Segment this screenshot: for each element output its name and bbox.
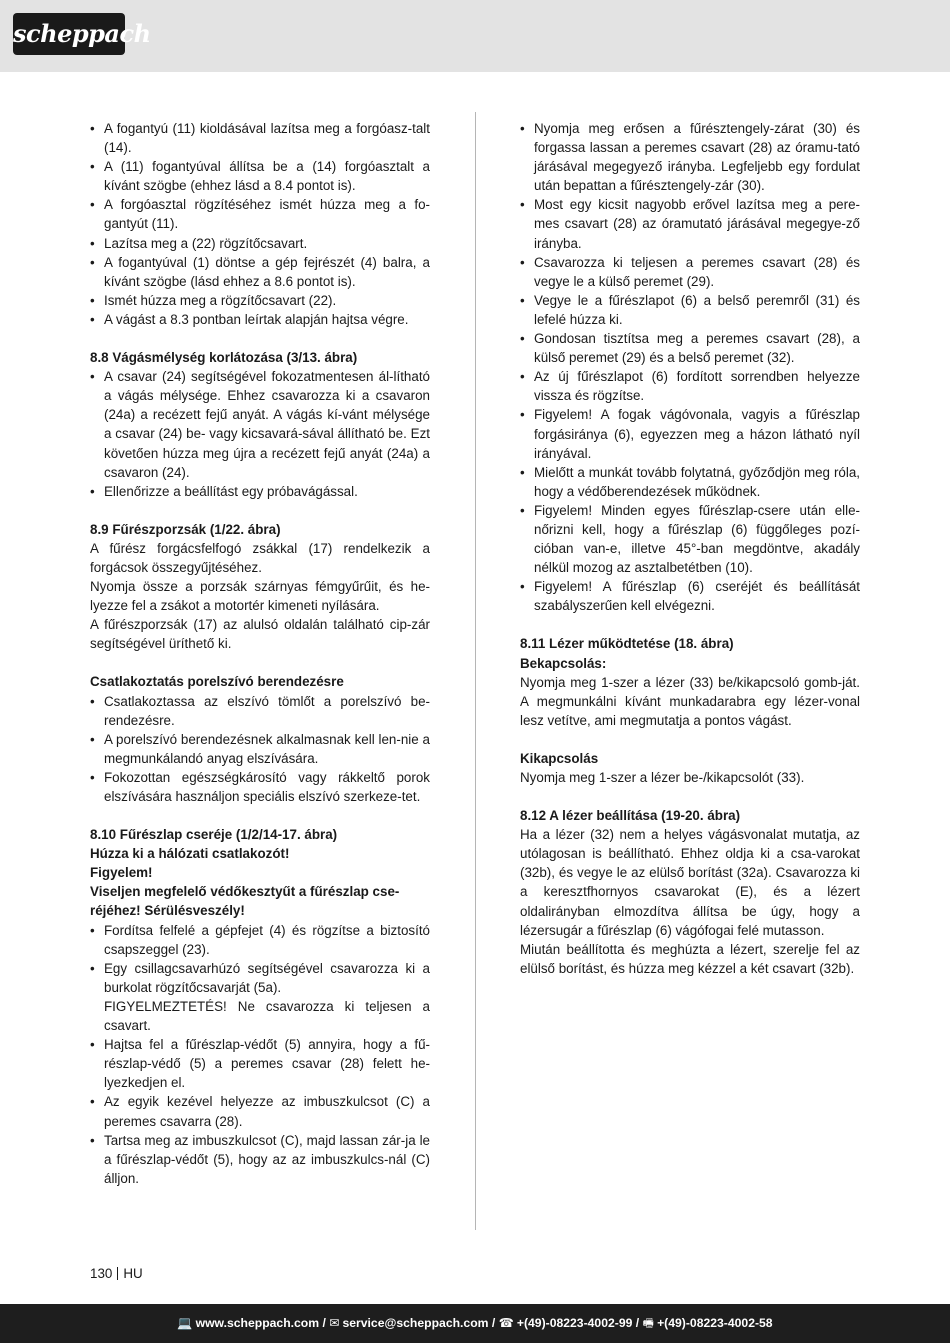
section-heading: 8.8 Vágásmélység korlátozása (3/13. ábra) [90, 350, 358, 366]
paragraph: Ha a lézer (32) nem a helyes vágásvonalat mutatja, az utólagosan is beállítható. Ehhez oldja ki a csa-varokat (32b), és vegye le az elülső borítást (32a). Csavarozza ki a keresztfhornyos csavarokat (E), és a lézert oldalirányban elmozdítva állítsa be úgy, hogy a lézersugár a fűrészlap (6) vágófogai felé mutasson. [520, 827, 860, 938]
mail-icon: ✉ [329, 1316, 340, 1330]
bullet-list [90, 921, 430, 1188]
section-heading: 8.12 A lézer beállítása (19-20. ábra) [520, 808, 741, 824]
section-heading: 8.10 Fűrészlap cseréje (1/2/14-17. ábra) [90, 827, 338, 843]
computer-icon: 💻 [177, 1316, 193, 1330]
phone-icon: ☎ [498, 1316, 514, 1330]
phone-number: +(49)-08223-4002-99 / [516, 1316, 640, 1330]
list-item: • Figyelem! A fogak vágóvonala, vagyis a fűrészlap forgásiránya (6), egyezzen meg a házon látható nyíl irányával. [520, 405, 860, 462]
warning-text: Húzza ki a hálózati csatlakozót! [90, 846, 290, 862]
page-number-block [90, 1265, 143, 1283]
paragraph: Miután beállította és meghúzta a lézert, szerelje fel az elülső borítást, és húzza meg kézzel a két csavart (32b). [520, 941, 860, 976]
warning-text: Figyelem! [90, 865, 153, 881]
list-item: • Lazítsa meg a (22) rögzítőcsavart. [90, 234, 430, 253]
bullet-list [90, 119, 430, 329]
section-heading: 8.11 Lézer működtetése (18. ábra) [520, 636, 734, 652]
contact-footer [0, 1304, 950, 1343]
paragraph: Nyomja meg 1-szer a lézer be-/kikapcsolót (33). [520, 770, 805, 785]
list-item: • Ismét húzza meg a rögzítőcsavart (22). [90, 291, 430, 310]
list-item: • Az új fűrészlapot (6) fordított sorrendben helyezze vissza és rögzítse. [520, 367, 860, 405]
website-link[interactable]: www.scheppach.com / [195, 1316, 326, 1330]
list-item: • Csavarozza ki teljesen a peremes csavart (28) és vegye le a külső peremet (29). [520, 253, 860, 291]
list-item: • A vágást a 8.3 pontban leírtak alapján hajtsa végre. [90, 310, 430, 329]
bullet-list [520, 119, 860, 615]
list-item: • A forgóasztal rögzítéséhez ismét húzza meg a fo-gantyút (11). [90, 195, 430, 233]
warning-text: Viseljen megfelelő védőkesztyűt a fűrészlap cse-réjéhez! Sérülésveszély! [90, 884, 400, 919]
list-item: • Figyelem! A fűrészlap (6) cseréjét és beállítását szabályszerűen kell elvégezni. [520, 577, 860, 615]
section-heading: 8.9 Fűrészporzsák (1/22. ábra) [90, 521, 281, 537]
list-item: • Hajtsa fel a fűrészlap-védőt (5) annyira, hogy a fű-részlap-védő (5) a peremes csavar (28) felett he-lyezkedjen el. [90, 1035, 430, 1092]
page-separator [117, 1267, 118, 1280]
list-item: • A fogantyúval (1) döntse a gép fejrészét (4) balra, a kívánt szögbe (lásd ehhez a 8.6 pontot is). [90, 253, 430, 291]
column-divider [475, 112, 476, 1230]
list-item: • Vegye le a fűrészlapot (6) a belső peremről (31) és lefelé húzza ki. [520, 291, 860, 329]
section-heading: Csatlakoztatás porelszívó berendezésre [90, 674, 344, 690]
language-code: HU [123, 1266, 143, 1281]
list-item: • A (11) fogantyúval állítsa be a (14) forgóasztalt a kívánt szögbe (ehhez lásd a 8.4 pontot is). [90, 157, 430, 195]
fax-icon: 🖷 [642, 1316, 655, 1330]
list-item: • Mielőtt a munkát tovább folytatná, győződjön meg róla, hogy a védőberendezések működnek. [520, 463, 860, 501]
list-item: • Tartsa meg az imbuszkulcsot (C), majd lassan zár-ja le a fűrészlap-védőt (5), hogy az az imbuszkulcs-nál (C) álljon. [90, 1131, 430, 1188]
list-item: • Figyelem! Minden egyes fűrészlap-csere után elle-nőrizni kell, hogy a fűrészlap (6) függőleges pozí-cióban van-e, illetve 45°-ban megdöntve, akadály nélkül mozog az asztalbetétben (10). [520, 501, 860, 577]
subheading: Bekapcsolás: [520, 655, 607, 671]
paragraph: Nyomja meg 1-szer a lézer (33) be/kikapcsoló gomb-ját. A megmunkálni kívánt munkadarabra egy lézer-vonal lesz vetítve, ami megmutatja a pontos vágást. [520, 674, 860, 728]
fax-number: +(49)-08223-4002-58 [657, 1316, 773, 1330]
paragraph: A fűrész forgácsfelfogó zsákkal (17) rendelkezik a forgácsok összegyűjtéséhez. [90, 540, 430, 575]
list-item: • A csavar (24) segítségével fokozatmentesen ál-lítható a vágás mélysége. Ehhez csavarozza ki a csavaron (24a) a recézett fejű anyát. A vágás kí-vánt mélysége a csavar (24) be- vagy kicsavará-sával állítható be. Ezt követően húzza meg újra a recézett fejű anyát (24a) a csavaron (24). [90, 367, 430, 482]
right-column [520, 119, 860, 978]
paragraph: Nyomja össze a porzsák szárnyas fémgyűrűit, és he-lyezze fel a zsákot a motortér kimeneti nyílására. [90, 579, 430, 614]
list-item: • A fogantyú (11) kioldásával lazítsa meg a forgóasz-talt (14). [90, 119, 430, 157]
list-item: • Ellenőrizze a beállítást egy próbavágással. [90, 482, 430, 501]
email-link[interactable]: service@scheppach.com / [342, 1316, 496, 1330]
list-item: • Fokozottan egészségkárosító vagy rákkeltő porok elszívására használjon speciális elszívó szerkeze-tet. [90, 768, 430, 806]
list-item: • Nyomja meg erősen a fűrésztengely-zárat (30) és forgassa lassan a peremes csavart (28) az óramu-tató járásával megegyező irányba. Legfeljebb egy fordulat után bepattan a fűrésztengely-zár (30). [520, 119, 860, 195]
page-number: 130 [90, 1266, 113, 1281]
brand-logo: scheppach [13, 13, 125, 55]
list-item: • Fordítsa felfelé a gépfejet (4) és rögzítse a biztosító csapszeggel (23). [90, 921, 430, 959]
list-item [90, 959, 430, 1035]
bullet-list [90, 692, 430, 807]
warning-note: FIGYELMEZTETÉS! Ne csavarozza ki teljesen a csavart. [104, 998, 430, 1034]
paragraph: A fűrészporzsák (17) az alulsó oldalán található cip-zár segítségével üríthető ki. [90, 617, 430, 652]
list-item: • Most egy kicsit nagyobb erővel lazítsa meg a pere-mes csavart (28) az óramutató járásával megegye-ző irányba. [520, 195, 860, 252]
list-item: • A porelszívó berendezésnek alkalmasnak kell len-nie a megmunkálandó anyag elszívására. [90, 730, 430, 768]
subheading: Kikapcsolás [520, 750, 599, 766]
list-item: • Csatlakoztassa az elszívó tömlőt a porelszívó be-rendezésre. [90, 692, 430, 730]
list-item-text: Egy csillagcsavarhúzó segítségével csavarozza ki a burkolat rögzítőcsavarját (5a). [104, 960, 430, 995]
list-item: • Az egyik kezével helyezze az imbuszkulcsot (C) a peremes csavarra (28). [90, 1092, 430, 1130]
list-item: • Gondosan tisztítsa meg a peremes csavart (28), a külső peremet (29) és a belső peremet (32). [520, 329, 860, 367]
header-bar [0, 0, 950, 72]
left-column [90, 119, 430, 1188]
bullet-list [90, 367, 430, 501]
